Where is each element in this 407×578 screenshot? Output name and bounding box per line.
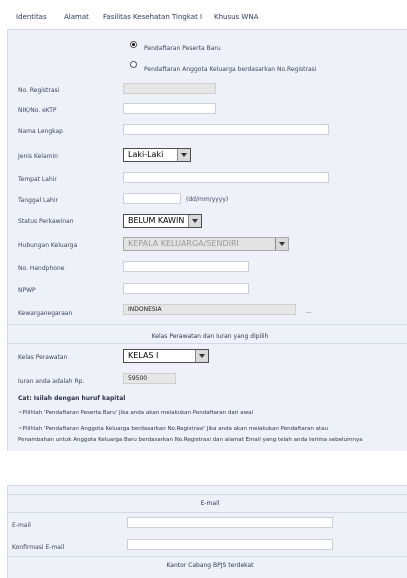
jenis-kelamin-label: Jenis Kelamin <box>18 153 58 160</box>
kelas-section-title: Kelas Perawatan dan Iuran yang dipilih <box>151 333 269 340</box>
iuran-label: Iuran anda adalah Rp. <box>18 378 85 385</box>
tab-khusus-wna[interactable]: Khusus WNA <box>214 13 259 21</box>
konfirmasi-email-field[interactable] <box>127 539 333 550</box>
divider <box>8 556 407 557</box>
radio-peserta-baru-label: Pendaftaran Peserta Baru <box>144 45 221 52</box>
kantor-cabang-title: Kantor Cabang BPJS terdekat <box>166 562 254 569</box>
hubungan-keluarga-value: KEPALA KELUARGA/SENDIRI <box>128 239 239 248</box>
tanggal-lahir-field[interactable] <box>123 193 181 204</box>
nama-lengkap-label: Nama Lengkap <box>18 128 63 135</box>
chevron-down-icon <box>177 149 190 161</box>
tanggal-lahir-label: Tanggal Lahir <box>18 197 58 204</box>
notes-line-2: ~Pilihlah 'Pendaftaran Anggota Keluarga berdasarkan No.Registrasi' Jika anda akan melakukan Pendaftaran atau <box>18 426 329 432</box>
notes-line-1: ~Pilihlah 'Pendaftaran Peserta Baru' Jika anda akan melakukan Pendaftaran dari awal <box>18 410 254 416</box>
npwp-field[interactable] <box>123 283 249 294</box>
radio-peserta-baru[interactable] <box>130 41 137 48</box>
tanggal-lahir-hint: (dd/mm/yyyy) <box>186 196 229 203</box>
jenis-kelamin-value: Laki-Laki <box>128 150 164 159</box>
tab-fasilitas-kesehatan[interactable]: Fasilitas Kesehatan Tingkat I <box>103 13 203 21</box>
notes-line-3: Penambahan untuk Anggota Keluarga Baru berdasarkan No.Registrasi dan alamat Email yang telah anda terima sebelumnya <box>18 437 363 443</box>
divider <box>8 494 407 495</box>
handphone-label: No. Handphone <box>18 265 65 272</box>
email-section-title: E-mail <box>200 500 220 507</box>
radio-anggota-keluarga-label: Pendaftaran Anggota Keluarga berdasarkan No.Registrasi <box>144 66 317 73</box>
nama-lengkap-field[interactable] <box>123 124 329 135</box>
divider <box>8 512 407 513</box>
chevron-down-icon <box>195 350 208 362</box>
notes-title: Cat: Isilah dengan huruf kapital <box>18 395 126 402</box>
kelas-perawatan-select[interactable] <box>123 349 209 363</box>
tempat-lahir-field[interactable] <box>123 172 329 183</box>
kelas-perawatan-label: Kelas Perawatan <box>18 354 68 361</box>
tab-alamat[interactable]: Alamat <box>64 13 89 21</box>
status-perkawinan-value: BELUM KAWIN <box>128 216 185 225</box>
handphone-field[interactable] <box>123 261 249 272</box>
nik-field[interactable] <box>123 103 216 114</box>
hubungan-keluarga-label: Hubungan Keluarga <box>18 242 78 249</box>
iuran-value: 59500 <box>128 375 148 382</box>
no-registrasi-field[interactable] <box>123 83 216 94</box>
chevron-down-icon <box>275 238 288 250</box>
email-label: E-mail <box>12 522 31 529</box>
tab-identitas[interactable]: Identitas <box>16 13 47 21</box>
kewarganegaraan-more-button[interactable]: ... <box>306 308 312 315</box>
no-registrasi-label: No. Registrasi <box>18 87 60 94</box>
status-perkawinan-select[interactable] <box>123 214 202 228</box>
tempat-lahir-label: Tempat Lahir <box>18 176 57 183</box>
hubungan-keluarga-select[interactable] <box>123 237 289 251</box>
kewarganegaraan-field[interactable] <box>123 304 296 315</box>
status-perkawinan-label: Status Perkawinan <box>18 218 74 225</box>
konfirmasi-email-label: Konfirmasi E-mail <box>12 544 65 551</box>
npwp-label: NPWP <box>18 287 36 294</box>
iuran-field <box>123 373 176 384</box>
divider <box>8 343 407 344</box>
email-field[interactable] <box>127 517 333 528</box>
kewarganegaraan-value: INDONESIA <box>128 306 162 313</box>
divider <box>8 324 407 325</box>
kewarganegaraan-label: Kewarganegaraan <box>18 310 73 317</box>
radio-anggota-keluarga[interactable] <box>130 61 137 68</box>
tab-bar <box>0 0 407 27</box>
kelas-perawatan-value: KELAS I <box>128 351 159 360</box>
nik-label: NIK/No. eKTP <box>18 107 57 114</box>
chevron-down-icon <box>188 215 201 227</box>
jenis-kelamin-select[interactable] <box>123 148 191 162</box>
